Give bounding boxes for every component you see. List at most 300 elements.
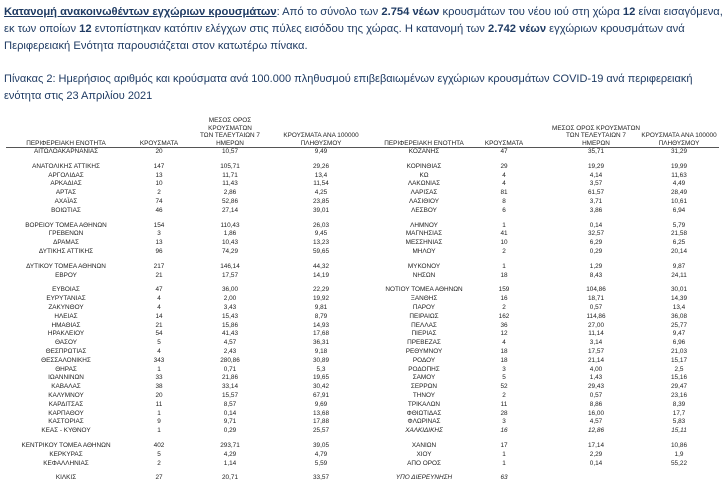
- region-name: ΑΝΑΤΟΛΙΚΗΣ ΑΤΤΙΚΗΣ: [32, 162, 100, 170]
- cases-cell: 1: [502, 450, 506, 458]
- header-region: ΠΕΡΙΦΕΡΕΙΑΚΗ ΕΝΟΤΗΤΑ: [384, 139, 464, 147]
- intro-text: : Από το σύνολο των: [276, 6, 382, 18]
- per100k-cell: 30,42: [313, 383, 329, 391]
- cases-cell: 18: [500, 271, 508, 279]
- table-row: [374, 339, 719, 348]
- avg7-cell: 293,71: [220, 441, 240, 449]
- cases-cell: 18: [500, 356, 508, 364]
- table-row: [374, 410, 719, 419]
- cases-cell: 36: [500, 321, 508, 329]
- avg7-cell: 17,57: [222, 271, 238, 279]
- region-name: ΧΙΟΥ: [416, 450, 432, 458]
- per100k-cell: 24,11: [671, 271, 687, 279]
- header-per100k-line: ΚΡΟΥΣΜΑΤΑ ΑΝΑ 100000: [641, 132, 717, 139]
- region-name: ΗΡΑΚΛΕΙΟΥ: [47, 330, 85, 338]
- per100k-cell: 15,16: [671, 374, 687, 382]
- avg7-cell: 27,00: [588, 321, 604, 329]
- cases-cell: 4: [502, 180, 506, 188]
- avg7-cell: 21,14: [588, 356, 604, 364]
- region-name: ΑΡΤΑΣ: [55, 189, 77, 197]
- region-name: ΘΕΣΣΑΛΟΝΙΚΗΣ: [41, 356, 91, 364]
- avg7-cell: 1,43: [589, 374, 603, 382]
- table-row: [374, 348, 719, 357]
- avg7-cell: 3,86: [589, 206, 603, 214]
- region-name: ΘΗΡΑΣ: [55, 365, 77, 373]
- cases-cell: 52: [500, 383, 508, 391]
- avg7-cell: 0,14: [589, 221, 603, 229]
- table-row: [374, 304, 719, 313]
- region-name: ΑΡΓΟΛΙΔΑΣ: [48, 171, 84, 179]
- table-row: [374, 239, 719, 248]
- avg7-cell: 4,29: [223, 450, 237, 458]
- cases-cell: 4: [157, 303, 161, 311]
- cases-cell: 10: [500, 239, 508, 247]
- per100k-cell: 13,4: [672, 303, 686, 311]
- per100k-cell: 23,16: [671, 391, 687, 399]
- region-name: ΡΟΔΟΠΗΣ: [408, 365, 440, 373]
- avg7-cell: 114,86: [586, 312, 606, 320]
- table-row: [374, 198, 719, 207]
- table-row: [6, 248, 376, 257]
- cases-cell: 12: [500, 330, 508, 338]
- avg7-cell: 146,14: [220, 262, 240, 270]
- table-row: [374, 451, 719, 460]
- avg7-cell: 36,00: [222, 286, 238, 294]
- cases-cell: 5: [157, 339, 161, 347]
- table-row: [6, 180, 376, 189]
- avg7-cell: 280,86: [220, 356, 240, 364]
- region-name: ΦΘΙΩΤΙΔΑΣ: [406, 409, 442, 417]
- region-name: ΛΑΣΙΘΙΟΥ: [408, 197, 440, 205]
- region-name: ΘΕΣΠΡΩΤΙΑΣ: [45, 347, 87, 355]
- per100k-cell: 30,01: [671, 286, 687, 294]
- region-name: ΚΕΑΣ - ΚΥΘΝΟΥ: [41, 427, 91, 435]
- cases-cell: 33: [155, 374, 163, 382]
- cases-cell: 21: [155, 271, 163, 279]
- cases-cell: 16: [500, 427, 508, 435]
- table-row: [6, 410, 376, 419]
- avg7-cell: 6,29: [589, 239, 603, 247]
- table-row: [6, 392, 376, 401]
- table-body: [6, 148, 376, 483]
- regions-table-right: [374, 117, 719, 483]
- avg7-cell: 21,86: [222, 374, 238, 382]
- table-row: [374, 357, 719, 366]
- table-row: [6, 366, 376, 375]
- avg7-cell: 0,14: [589, 459, 603, 467]
- cases-cell: 13: [155, 171, 163, 179]
- per100k-cell: 10,86: [671, 441, 687, 449]
- intro-text: εγχώριων κρουσμάτων ανά: [546, 23, 685, 35]
- region-name: ΧΑΝΙΩΝ: [411, 441, 437, 449]
- table-row: [374, 180, 719, 189]
- caption-line-2: ενότητα στις 23 Απριλίου 2021: [4, 90, 153, 102]
- header-cases: ΚΡΟΥΣΜΑΤΑ: [139, 139, 179, 147]
- per100k-cell: 25,77: [671, 321, 687, 329]
- header-per100k: [634, 132, 724, 147]
- avg7-cell: 10,43: [222, 239, 238, 247]
- table-row: [6, 189, 376, 198]
- header-per100k: [276, 132, 366, 147]
- table-header: [6, 117, 376, 148]
- region-name: ΚΑΣΤΟΡΙΑΣ: [48, 418, 84, 426]
- per100k-cell: 13,4: [314, 171, 328, 179]
- region-name: ΚΟΖΑΝΗΣ: [408, 148, 440, 155]
- table-row: [6, 230, 376, 239]
- cases-cell: 47: [155, 286, 163, 294]
- per100k-cell: 1,9: [674, 450, 684, 458]
- avg7-cell: 11,14: [588, 330, 604, 338]
- per100k-cell: 6,94: [672, 206, 686, 214]
- region-name: ΜΥΚΟΝΟΥ: [407, 262, 441, 270]
- per100k-cell: 33,57: [313, 474, 329, 482]
- table-row: [6, 286, 376, 295]
- region-name: ΠΑΡΟΥ: [412, 303, 436, 311]
- cases-cell: 5: [157, 450, 161, 458]
- region-name: ΝΗΣΩΝ: [412, 271, 436, 279]
- table-row: [374, 442, 719, 451]
- table-row: [6, 474, 376, 483]
- table-row: [6, 330, 376, 339]
- region-name: ΤΗΝΟΥ: [412, 391, 436, 399]
- avg7-cell: 1,14: [223, 459, 237, 467]
- intro-text: κρουσμάτων του νέου ιού στη χώρα: [439, 6, 623, 18]
- cases-cell: 10: [155, 180, 163, 188]
- per100k-cell: 13,23: [313, 239, 329, 247]
- avg7-cell: 35,71: [588, 148, 604, 155]
- region-name: ΚΑΒΑΛΑΣ: [51, 383, 81, 391]
- table-row: [374, 148, 719, 157]
- cases-cell: 29: [500, 162, 508, 170]
- per100k-cell: 31,29: [671, 148, 687, 155]
- cases-cell: 1: [157, 365, 161, 373]
- per100k-cell: 9,69: [314, 400, 328, 408]
- header-cases: ΚΡΟΥΣΜΑΤΑ: [484, 139, 524, 147]
- domestic-new-cases: 2.742 νέων: [488, 23, 547, 35]
- cases-cell: 2: [502, 391, 506, 399]
- table-row: [6, 442, 376, 451]
- avg7-cell: 20,71: [222, 474, 238, 482]
- header-avg7-line: ΗΜΕΡΩΝ: [216, 139, 244, 147]
- cases-cell: 1: [502, 262, 506, 270]
- region-name: ΛΗΜΝΟΥ: [410, 221, 438, 229]
- cases-cell: 9: [157, 418, 161, 426]
- table-row: [6, 401, 376, 410]
- table-row: [6, 339, 376, 348]
- table-row: [374, 374, 719, 383]
- cases-cell: 154: [153, 221, 165, 229]
- table-row: [374, 474, 719, 483]
- header-region: ΠΕΡΙΦΕΡΕΙΑΚΗ ΕΝΟΤΗΤΑ: [26, 139, 106, 147]
- region-name: ΓΡΕΒΕΝΩΝ: [48, 230, 84, 238]
- region-name: ΤΡΙΚΑΛΩΝ: [407, 400, 441, 408]
- region-name: ΦΛΩΡΙΝΑΣ: [407, 418, 441, 426]
- table-row: [6, 451, 376, 460]
- avg7-cell: 2,43: [223, 347, 237, 355]
- per100k-cell: 36,08: [671, 312, 687, 320]
- avg7-cell: 29,43: [588, 383, 604, 391]
- region-name: ΠΡΕΒΕΖΑΣ: [407, 339, 441, 347]
- cases-cell: 2: [157, 189, 161, 197]
- table-row: [374, 222, 719, 231]
- avg7-cell: 0,29: [589, 247, 603, 255]
- per100k-cell: 11,63: [671, 171, 687, 179]
- per100k-cell: 10,61: [671, 197, 687, 205]
- avg7-cell: 110,43: [220, 221, 240, 229]
- region-name: ΚΕΝΤΡΙΚΟΥ ΤΟΜΕΑ ΑΘΗΝΩΝ: [21, 441, 111, 449]
- per100k-cell: 30,89: [313, 356, 329, 364]
- avg7-cell: 105,71: [220, 162, 240, 170]
- per100k-cell: 15,17: [671, 356, 687, 364]
- per100k-cell: 9,45: [314, 230, 328, 238]
- avg7-cell: 33,14: [222, 383, 238, 391]
- avg7-cell: 3,71: [589, 197, 603, 205]
- cases-cell: 20: [155, 148, 163, 155]
- table-row: [6, 427, 376, 436]
- cases-cell: 3: [502, 418, 506, 426]
- table-row: [6, 383, 376, 392]
- table-row: [6, 374, 376, 383]
- table-row: [6, 357, 376, 366]
- per100k-cell: 59,65: [313, 247, 329, 255]
- header-per100k-line: ΠΛΗΘΥΣΜΟΥ: [658, 139, 700, 147]
- cases-cell: 4: [157, 295, 161, 303]
- region-name: ΛΑΡΙΣΑΣ: [410, 189, 438, 197]
- table-row: [6, 172, 376, 181]
- per100k-cell: 67,91: [313, 391, 329, 399]
- avg7-cell: 15,86: [222, 321, 238, 329]
- region-name: ΕΥΡΥΤΑΝΙΑΣ: [46, 295, 86, 303]
- avg7-cell: 74,29: [222, 247, 238, 255]
- table-row: [6, 148, 376, 157]
- per100k-cell: 19,99: [671, 162, 687, 170]
- header-per100k-line: ΚΡΟΥΣΜΑΤΑ ΑΝΑ 100000: [283, 132, 359, 139]
- region-name: ΝΟΤΙΟΥ ΤΟΜΕΑ ΑΘΗΝΩΝ: [385, 286, 463, 294]
- per100k-cell: 13,68: [313, 409, 329, 417]
- per100k-cell: 17,68: [313, 330, 329, 338]
- intro-text: είναι εισαγόμενα,: [635, 6, 723, 18]
- cases-cell: 1: [502, 459, 506, 467]
- table-row: [374, 172, 719, 181]
- table-row: [6, 198, 376, 207]
- avg7-cell: 17,57: [588, 347, 604, 355]
- cases-cell: 162: [498, 312, 510, 320]
- table-row: [6, 272, 376, 281]
- per100k-cell: 55,22: [671, 459, 687, 467]
- region-name: ΚΩ: [419, 171, 429, 179]
- region-name: ΖΑΚΥΝΘΟΥ: [48, 303, 84, 311]
- header-avg7: [196, 117, 264, 147]
- per100k-cell: 14,19: [313, 271, 329, 279]
- region-name: ΑΠΟ ΟΡΟΣ: [407, 459, 441, 467]
- per100k-cell: 5,79: [672, 221, 686, 229]
- intro-text: εντοπίστηκαν κατόπιν ελέγχων στις πύλες εισόδου της χώρας. Η κατανομή των: [91, 23, 489, 35]
- region-name: ΜΑΓΝΗΣΙΑΣ: [405, 230, 443, 238]
- table-row: [6, 239, 376, 248]
- region-name: ΚΑΡΠΑΘΟΥ: [48, 409, 84, 417]
- table-row: [374, 286, 719, 295]
- per100k-cell: 6,25: [672, 239, 686, 247]
- per100k-cell: 5,83: [672, 418, 686, 426]
- per100k-cell: 15,11: [671, 427, 687, 435]
- avg7-cell: 61,57: [588, 189, 604, 197]
- avg7-cell: 12,86: [588, 427, 604, 435]
- per100k-cell: 20,14: [671, 247, 687, 255]
- cases-cell: 54: [155, 330, 163, 338]
- avg7-cell: 17,14: [588, 441, 604, 449]
- intro-text: εκ των οποίων: [4, 23, 80, 35]
- cases-cell: 147: [153, 162, 165, 170]
- region-name: ΛΑΚΩΝΙΑΣ: [407, 180, 441, 188]
- per100k-cell: 4,25: [314, 189, 328, 197]
- cases-cell: 6: [502, 206, 506, 214]
- cases-cell: 17: [500, 441, 508, 449]
- region-name: ΚΕΡΚΥΡΑΣ: [49, 450, 83, 458]
- table-row: [374, 427, 719, 436]
- per100k-cell: 17,7: [672, 409, 686, 417]
- cases-cell: 343: [153, 356, 165, 364]
- table-row: [374, 330, 719, 339]
- per100k-cell: 39,05: [313, 441, 329, 449]
- per100k-cell: 19,65: [313, 374, 329, 382]
- intro-line-2: [4, 21, 724, 38]
- cases-cell: 1: [502, 221, 506, 229]
- table-row: [374, 163, 719, 172]
- header-per100k-line: ΠΛΗΘΥΣΜΟΥ: [300, 139, 342, 147]
- cases-cell: 2: [502, 247, 506, 255]
- table-row: [6, 313, 376, 322]
- cases-cell: 4: [157, 347, 161, 355]
- region-name: ΥΠΟ ΔΙΕΡΕΥΝΗΣΗ: [395, 474, 453, 482]
- region-name: ΠΕΙΡΑΙΩΣ: [409, 312, 439, 320]
- avg7-cell: 10,57: [222, 148, 238, 155]
- avg7-cell: 41,43: [222, 330, 238, 338]
- cases-cell: 3: [157, 230, 161, 238]
- region-name: ΔΡΑΜΑΣ: [53, 239, 79, 247]
- per100k-cell: 14,93: [313, 321, 329, 329]
- per100k-cell: 9,87: [672, 262, 686, 270]
- imported-count: 12: [622, 6, 636, 18]
- avg7-cell: 11,71: [222, 171, 238, 179]
- cases-cell: 159: [498, 286, 510, 294]
- avg7-cell: 18,71: [588, 295, 604, 303]
- header-avg7: [546, 125, 646, 148]
- region-name: ΜΗΛΟΥ: [412, 247, 436, 255]
- per100k-cell: 9,18: [314, 347, 328, 355]
- total-new-cases: 2.754 νέων: [381, 6, 440, 18]
- table-row: [6, 460, 376, 469]
- avg7-cell: 2,29: [589, 450, 603, 458]
- cases-cell: 18: [500, 347, 508, 355]
- table-row: [374, 322, 719, 331]
- region-name: ΜΕΣΣΗΝΙΑΣ: [405, 239, 443, 247]
- border-count: 12: [79, 23, 92, 35]
- region-name: ΡΕΘΥΜΝΟΥ: [405, 347, 443, 355]
- region-name: ΑΧΑΪΑΣ: [54, 197, 78, 205]
- cases-cell: 14: [155, 312, 163, 320]
- per100k-cell: 25,57: [313, 427, 329, 435]
- cases-cell: 96: [155, 247, 163, 255]
- region-name: ΚΑΛΥΜΝΟΥ: [48, 391, 84, 399]
- table-row: [374, 313, 719, 322]
- per100k-cell: 36,31: [313, 339, 329, 347]
- cases-cell: 46: [155, 206, 163, 214]
- region-name: ΠΙΕΡΙΑΣ: [411, 330, 437, 338]
- cases-cell: 38: [155, 383, 163, 391]
- table-row: [6, 295, 376, 304]
- table-row: [374, 392, 719, 401]
- cases-cell: 402: [153, 441, 165, 449]
- region-name: ΙΩΑΝΝΙΝΩΝ: [48, 374, 84, 382]
- region-name: ΒΟΙΩΤΙΑΣ: [51, 206, 81, 214]
- per100k-cell: 39,01: [313, 206, 329, 214]
- per100k-cell: 23,85: [313, 197, 329, 205]
- cases-cell: 13: [155, 239, 163, 247]
- avg7-cell: 32,57: [588, 230, 604, 238]
- avg7-cell: 8,86: [589, 400, 603, 408]
- table-row: [374, 383, 719, 392]
- avg7-cell: 8,43: [589, 271, 603, 279]
- cases-cell: 21: [155, 321, 163, 329]
- avg7-cell: 0,57: [589, 303, 603, 311]
- header-avg7-line: ΤΩΝ ΤΕΛΕΥΤΑΙΩΝ 7: [566, 132, 626, 139]
- table-caption: [4, 71, 692, 105]
- per100k-cell: 44,32: [313, 262, 329, 270]
- per100k-cell: 4,79: [314, 450, 328, 458]
- intro-paragraph: [4, 4, 724, 55]
- region-name: ΘΑΣΟΥ: [54, 339, 78, 347]
- cases-cell: 11: [155, 400, 163, 408]
- table-row: [6, 322, 376, 331]
- region-name: ΚΕΦΑΛΛΗΝΙΑΣ: [43, 459, 89, 467]
- table-row: [374, 207, 719, 216]
- table-row: [374, 248, 719, 257]
- per100k-cell: 29,47: [671, 383, 687, 391]
- per100k-cell: 9,81: [314, 303, 328, 311]
- per100k-cell: 8,39: [672, 400, 686, 408]
- avg7-cell: 1,29: [589, 262, 603, 270]
- per100k-cell: 17,88: [313, 418, 329, 426]
- per100k-cell: 22,29: [313, 286, 329, 294]
- per100k-cell: 14,39: [671, 295, 687, 303]
- region-name: ΣΕΡΡΩΝ: [410, 383, 438, 391]
- table-row: [6, 304, 376, 313]
- avg7-cell: 0,57: [589, 391, 603, 399]
- avg7-cell: 9,71: [223, 418, 237, 426]
- per100k-cell: 8,79: [314, 312, 328, 320]
- avg7-cell: 3,14: [589, 339, 603, 347]
- avg7-cell: 0,29: [223, 427, 237, 435]
- per100k-cell: 26,03: [313, 221, 329, 229]
- header-avg7-line: ΗΜΕΡΩΝ: [582, 139, 610, 147]
- region-name: ΗΜΑΘΙΑΣ: [51, 321, 81, 329]
- cases-cell: 3: [502, 365, 506, 373]
- avg7-cell: 4,14: [589, 171, 603, 179]
- avg7-cell: 52,86: [222, 197, 238, 205]
- avg7-cell: 15,43: [222, 312, 238, 320]
- region-name: ΚΙΛΚΙΣ: [55, 474, 77, 482]
- per100k-cell: 6,96: [672, 339, 686, 347]
- table-row: [6, 163, 376, 172]
- intro-line-3: [4, 38, 724, 55]
- per100k-cell: 28,49: [671, 189, 687, 197]
- region-name: ΡΟΔΟΥ: [412, 356, 436, 364]
- header-avg7-line: ΜΕΣΟΣ ΟΡΟΣ ΚΡΟΥΣΜΑΤΩΝ: [552, 124, 640, 132]
- region-name: ΕΒΡΟΥ: [55, 271, 77, 279]
- per100k-cell: 2,5: [674, 365, 684, 373]
- intro-line-1: [4, 4, 724, 21]
- region-name: ΑΡΚΑΔΙΑΣ: [50, 180, 82, 188]
